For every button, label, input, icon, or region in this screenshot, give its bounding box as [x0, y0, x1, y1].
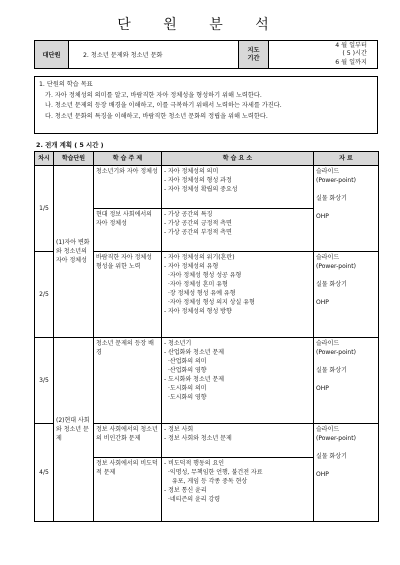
element-item: - 정보 사회: [164, 426, 194, 433]
material-item: 실물 화상기: [316, 453, 347, 460]
period-start: 4 월 일부터: [335, 41, 367, 49]
element-item: ·도시화의 의미: [168, 385, 207, 392]
element-item: ·자아 정체성 형성 의지 상실 유형: [168, 299, 255, 306]
element-item: - 자아 정체성의 위기(혼란): [164, 254, 235, 261]
goal-item: 가. 자아 정체성의 의미를 알고, 바람직한 자아 정체성을 형성하기 위해 노력한다.: [45, 91, 262, 99]
elements-cell: [162, 209, 314, 252]
element-item: - 가상 공간의 긍정적 측면: [164, 220, 232, 227]
plan-table: [34, 151, 379, 522]
topic-cell: 정보 사회에서의 청소년의 비인간화 문제: [94, 424, 162, 458]
period-hours: ( 5 )시간: [342, 50, 367, 58]
topic-cell: 청소년기와 자아 정체성: [94, 166, 162, 209]
material-item: [316, 271, 376, 280]
topic-cell: 바람직한 자아 정체성 형성을 위한 노력: [94, 252, 162, 338]
learning-goals-box: [34, 76, 378, 134]
period-label: 지도 기간: [239, 41, 269, 69]
element-item: - 청소년기: [164, 340, 192, 347]
column-header: 학습단원: [54, 152, 94, 166]
elements-cell: [162, 252, 314, 338]
materials-cell: [314, 424, 379, 522]
material-item: (Power-point): [316, 435, 356, 442]
element-item: - 도시화와 청소년 문제: [164, 376, 225, 383]
plan-heading: 2. 전개 계획 ( 5 시간 ): [36, 141, 104, 149]
table-header-row: [35, 152, 379, 166]
goal-item: 다. 청소년 문화의 특징을 이해하고, 바람직한 청소년 문화의 정립을 위해 노력한다.: [45, 112, 268, 120]
element-item: - 정보 통신 윤리: [164, 487, 207, 494]
material-item: 실물 화상기: [316, 195, 347, 202]
material-item: [316, 185, 376, 194]
material-item: 슬라이드: [316, 340, 340, 347]
material-item: OHP: [316, 213, 329, 220]
element-item: - 자아 정체성 확립의 중요성: [164, 186, 238, 193]
elements-cell: [162, 458, 314, 522]
topic-cell: 청소년 문제의 등장 배경: [94, 338, 162, 424]
element-item: 유포, 게임 등 각종 중독 현상: [172, 478, 248, 485]
document-title: 단 원 분 석: [117, 17, 283, 33]
material-item: (Power-point): [316, 177, 356, 184]
unit-cell: (2)현대 사회와 청소년 문제: [54, 338, 94, 522]
material-item: OHP: [316, 471, 329, 478]
column-header: 차시: [35, 152, 54, 166]
material-item: [316, 443, 376, 452]
session-cell: 4/5: [35, 424, 54, 522]
element-item: ·도시화의 영향: [168, 394, 207, 401]
column-header: 학 습 주 제: [94, 152, 162, 166]
material-item: 슬라이드: [316, 168, 340, 175]
period-value: [269, 41, 378, 69]
element-item: ·익명성, 무책임한 언행, 불건전 자료: [168, 469, 263, 476]
element-item: ·자아 정체성 혼미 유형: [168, 281, 228, 288]
element-item: - 산업화와 청소년 문제: [164, 349, 225, 356]
table-row: [35, 338, 379, 424]
materials-cell: [314, 252, 379, 338]
material-item: [316, 203, 376, 212]
material-item: 슬라이드: [316, 254, 340, 261]
material-item: [316, 461, 376, 470]
element-item: - 자아 정체성의 형성 과정: [164, 177, 232, 184]
element-item: ·자아 정체성 형성 성공 유형: [168, 272, 242, 279]
material-item: [316, 289, 376, 298]
material-item: [316, 375, 376, 384]
column-header: 학 습 요 소: [162, 152, 314, 166]
material-item: 실물 화상기: [316, 367, 347, 374]
unit-header-table: [34, 40, 378, 69]
unit-label: 대단원: [35, 41, 69, 69]
element-item: - 가상 공간의 특징: [164, 211, 213, 218]
material-item: (Power-point): [316, 349, 356, 356]
unit-cell: (1)자아 변화와 청소년의 자아 정체성: [54, 166, 94, 338]
element-item: - 자아 정체성의 형성 방향: [164, 308, 232, 315]
column-header: 자 료: [314, 152, 379, 166]
element-item: - 자아 정체성의 유형: [164, 263, 219, 270]
material-item: (Power-point): [316, 263, 356, 270]
session-cell: 1/5: [35, 166, 54, 252]
material-item: 실물 화상기: [316, 281, 347, 288]
materials-cell: [314, 166, 379, 252]
table-row: [35, 166, 379, 209]
material-item: OHP: [316, 385, 329, 392]
elements-cell: [162, 424, 314, 458]
topic-cell: 현대 정보 사회에서의 자아 정체성: [94, 209, 162, 252]
elements-cell: [162, 338, 314, 424]
materials-cell: [314, 338, 379, 424]
element-item: ·장 정체성 형성 유예 유형: [168, 290, 236, 297]
goal-item: 나. 청소년 문제의 등장 배경을 이해하고, 이를 극복하기 위해서 노력하는 자세를 가진다.: [45, 102, 282, 109]
learning-goals-heading: 1. 단원의 학습 목표: [39, 81, 93, 88]
element-item: ·산업화의 영향: [168, 367, 207, 374]
element-item: - 비도덕적 행동의 요인: [164, 460, 225, 467]
topic-cell: 정보 사회에서의 비도덕적 문제: [94, 458, 162, 522]
period-end: 6 월 일까지: [335, 58, 367, 66]
element-item: - 가상 공간의 부정적 측면: [164, 229, 232, 236]
session-cell: 2/5: [35, 252, 54, 338]
unit-value: 2. 청소년 문제와 청소년 문화: [69, 41, 239, 69]
element-item: ·산업화의 의미: [168, 358, 207, 365]
element-item: ·네티즌의 윤리 강령: [168, 496, 221, 503]
material-item: OHP: [316, 299, 329, 306]
session-cell: 3/5: [35, 338, 54, 424]
material-item: [316, 357, 376, 366]
elements-cell: [162, 166, 314, 209]
material-item: 슬라이드: [316, 426, 340, 433]
element-item: - 정보 사회와 청소년 문제: [164, 435, 232, 442]
element-item: - 자아 정체성의 의미: [164, 168, 219, 175]
